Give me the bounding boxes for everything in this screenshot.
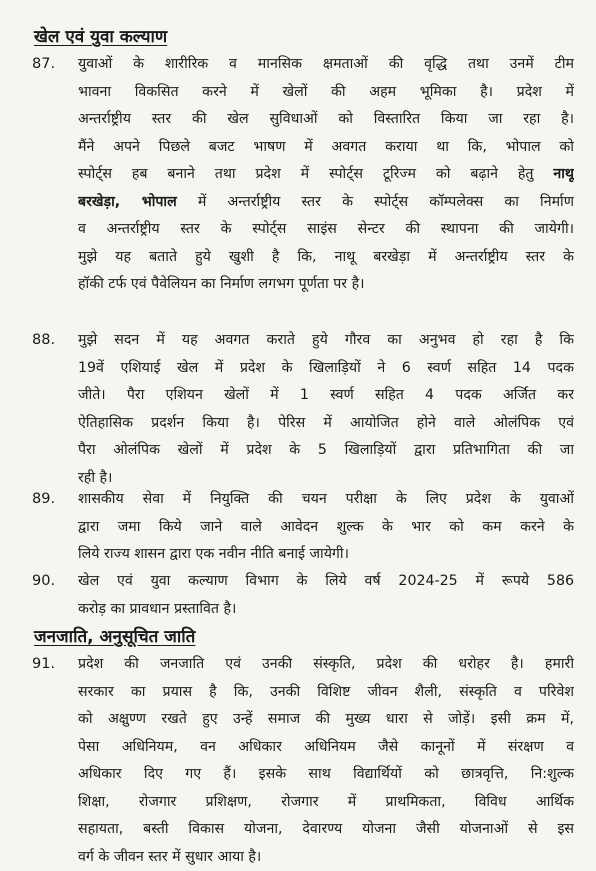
- paragraph-number: 91.: [32, 651, 55, 679]
- paragraph-line: मुझे सदन में यह अवगत कराते हुये गौरव का अनुभव हो रहा है कि: [78, 327, 574, 355]
- paragraph-line: अधिकार दिए गए हैं। इसके साथ विद्यार्थियों को छात्रवृत्ति, नि:शुल्क: [78, 761, 574, 789]
- paragraph-number: 90.: [32, 568, 55, 596]
- paragraph-line: पैरा ओलंपिक खेलों में प्रदेश के 5 खिलाड़ियों द्वारा प्रतिभागिता की जा: [78, 437, 574, 465]
- paragraph-line: रही है।: [78, 465, 574, 493]
- paragraph-line: [78, 189, 574, 217]
- paragraph-line: मैंने अपने पिछले बजट भाषण में अवगत कराया था कि, भोपाल को: [78, 134, 574, 162]
- bold-place-name: नाथू: [553, 166, 574, 182]
- paragraph-number: 88.: [32, 327, 55, 355]
- paragraph-90: [32, 568, 574, 623]
- paragraph-line: द्वारा जमा किये जाने वाले आवेदन शुल्क के भार को कम करने के: [78, 514, 574, 542]
- paragraph-91: [32, 651, 574, 871]
- bold-place-name: बरखेड़ा, भोपाल: [78, 194, 177, 210]
- paragraph-line: प्रदेश की जनजाति एवं उनकी संस्कृति, प्रदेश की धरोहर है। हमारी: [78, 651, 574, 679]
- paragraph-number: 87.: [32, 51, 55, 79]
- paragraph-87: [32, 51, 574, 299]
- paragraph-88: [32, 327, 574, 492]
- paragraph-line: वर्ग के जीवन स्तर में सुधार आया है।: [78, 844, 574, 871]
- paragraph-line: लिये राज्य शासन द्वारा एक नवीन नीति बनाई जायेगी।: [78, 541, 574, 569]
- paragraph-line: शासकीय सेवा में नियुक्ति की चयन परीक्षा के लिए प्रदेश के युवाओं: [78, 486, 574, 514]
- section-heading-sports: खेल एवं युवा कल्याण: [34, 24, 167, 47]
- paragraph-line: शिक्षा, रोजगार प्रशिक्षण, रोजगार में प्राथमिकता, विविध आर्थिक: [78, 789, 574, 817]
- paragraph-89: [32, 486, 574, 569]
- paragraph-line: करोड़ का प्रावधान प्रस्तावित है।: [78, 596, 574, 624]
- paragraph-line: भावना विकसित करने में खेलों की अहम भूमिका है। प्रदेश में: [78, 79, 574, 107]
- section-heading-tribal: जनजाति, अनुसूचित जाति: [34, 624, 195, 647]
- paragraph-line: सहायता, बस्ती विकास योजना, देवारण्य योजना जैसी योजनाओं से इस: [78, 816, 574, 844]
- paragraph-line: जीते। पैरा एशियन खेलों में 1 स्वर्ण सहित 4 पदक अर्जित कर: [78, 382, 574, 410]
- paragraph-line: अन्तर्राष्ट्रीय स्तर की खेल सुविधाओं को विस्तारित किया जा रहा है।: [78, 106, 574, 134]
- paragraph-line: पेसा अधिनियम, वन अधिकार अधिनियम जैसे कानूनों में संरक्षण व: [78, 734, 574, 762]
- paragraph-line: 19वें एशियाई खेल में प्रदेश के खिलाड़ियों ने 6 स्वर्ण सहित 14 पदक: [78, 355, 574, 383]
- paragraph-line: युवाओं के शारीरिक व मानसिक क्षमताओं की वृद्धि तथा उनमें टीम: [78, 51, 574, 79]
- paragraph-line: व अन्तर्राष्ट्रीय स्तर के स्पोर्ट्स साइंस सेन्टर की स्थापना की जायेगी।: [78, 216, 574, 244]
- paragraph-line: खेल एवं युवा कल्याण विभाग के लिये वर्ष 2024-25 में रूपये 586: [78, 568, 574, 596]
- paragraph-line-text: में अन्तर्राष्ट्रीय स्तर के स्पोर्ट्स कॉम्पलेक्स का निर्माण: [198, 194, 574, 210]
- paragraph-line-text: स्पोर्ट्स हब बनाने तथा प्रदेश में स्पोर्ट्स टूरिज्म को बढ़ाने हेतु: [78, 166, 534, 182]
- paragraph-line: मुझे यह बताते हुये खुशी है कि, नाथू बरखेड़ा में अन्तर्राष्ट्रीय स्तर के: [78, 244, 574, 272]
- paragraph-line: हॉकी टर्फ एवं पैवेलियन का निर्माण लगभग पूर्णता पर है।: [78, 271, 574, 299]
- paragraph-line: [78, 161, 574, 189]
- paragraph-number: 89.: [32, 486, 55, 514]
- paragraph-line: को अक्षुण्ण रखते हुए उन्हें समाज की मुख्य धारा से जोड़ें। इसी क्रम में,: [78, 706, 574, 734]
- paragraph-line: ऐतिहासिक प्रदर्शन किया है। पेरिस में आयोजित होने वाले ओलंपिक एवं: [78, 410, 574, 438]
- paragraph-line: सरकार का प्रयास है कि, उनकी विशिष्ट जीवन शैली, संस्कृति व परिवेश: [78, 679, 574, 707]
